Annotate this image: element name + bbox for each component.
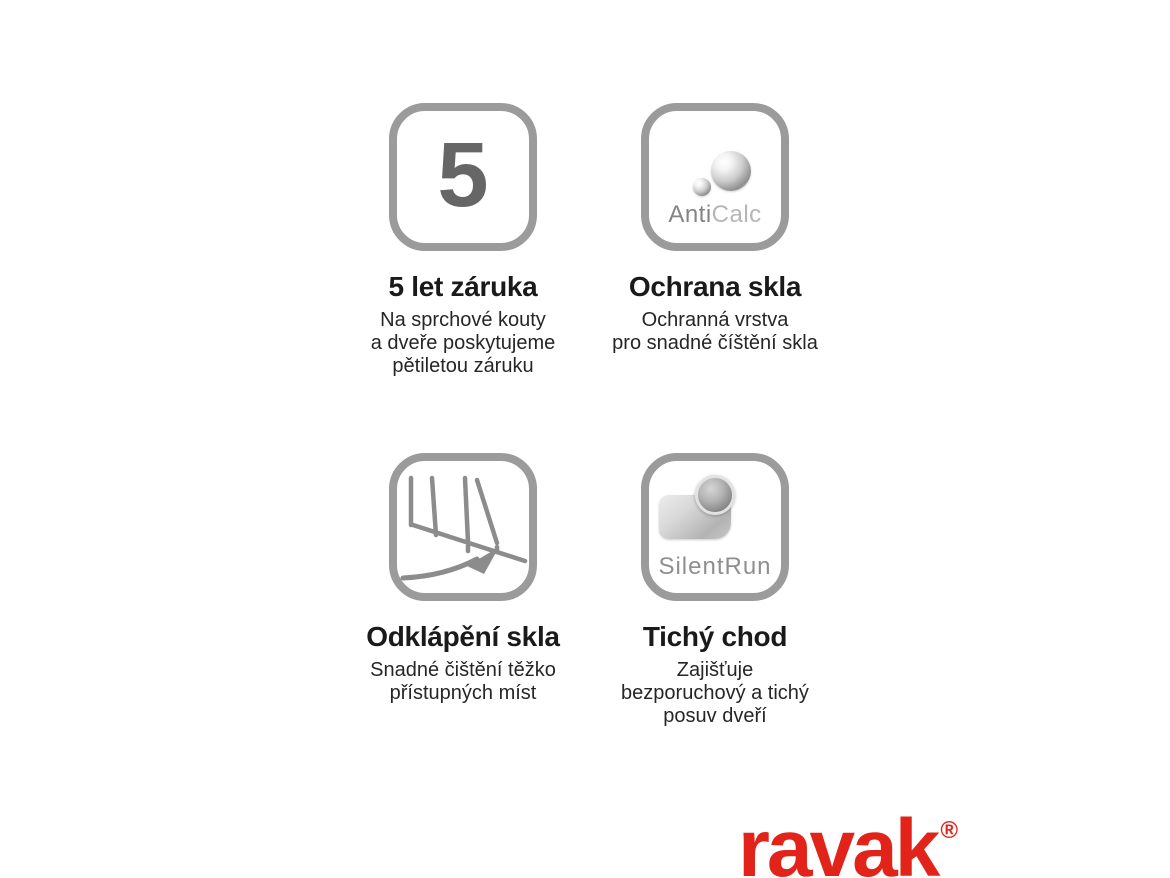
- anticalc-badge: [641, 103, 789, 251]
- feature-description-silent-run: [575, 659, 855, 728]
- feature-card-warranty: [323, 103, 603, 378]
- feature-card-glass-tilt: [323, 453, 603, 705]
- registered-trademark-icon: ®: [940, 817, 959, 844]
- ravak-logo: [738, 790, 958, 878]
- feature-card-silent-run: [575, 453, 855, 728]
- description-line: bezporuchový a tichý: [621, 682, 809, 704]
- feature-title-silent-run: Tichý chod: [642, 621, 788, 652]
- description-line: přístupných míst: [389, 682, 537, 704]
- ravak-logo-text: ravak: [738, 803, 938, 878]
- anticalc-bubble-small-icon: [693, 178, 711, 196]
- warranty-badge: [389, 103, 537, 251]
- anticalc-wordmark: [649, 203, 781, 227]
- feature-title-warranty: 5 let záruka: [388, 271, 538, 302]
- description-line: Na sprchové kouty: [380, 309, 546, 331]
- feature-title-glass-tilt: Odklápění skla: [366, 621, 560, 652]
- tilting-glass-icon: [397, 461, 529, 593]
- anticalc-bubble-large-icon: [711, 151, 751, 191]
- glass-tilt-badge: [389, 453, 537, 601]
- description-line: Ochranná vrstva: [641, 309, 789, 331]
- feature-card-anticalc: [575, 103, 855, 355]
- description-line: a dveře poskytujeme: [370, 332, 556, 354]
- feature-description-glass-protection: [575, 309, 855, 355]
- anticalc-label-anti: Anti: [668, 201, 712, 228]
- anticalc-label-calc: Calc: [711, 201, 762, 228]
- description-line: pětiletou záruku: [392, 355, 534, 377]
- feature-description-glass-tilt: [323, 659, 603, 705]
- feature-title-glass-protection: Ochrana skla: [628, 271, 802, 302]
- description-line: Snadné čištění těžko: [370, 659, 556, 681]
- description-line: pro snadné číštění skla: [612, 332, 818, 354]
- silentrun-wordmark: SilentRun: [658, 553, 772, 580]
- description-line: Zajišťuje: [676, 659, 754, 681]
- silentrun-wheel-icon: [695, 475, 735, 515]
- number-5-icon: 5: [437, 124, 489, 226]
- feature-description-warranty: [323, 309, 603, 378]
- silent-run-badge: [641, 453, 789, 601]
- description-line: posuv dveří: [663, 705, 767, 727]
